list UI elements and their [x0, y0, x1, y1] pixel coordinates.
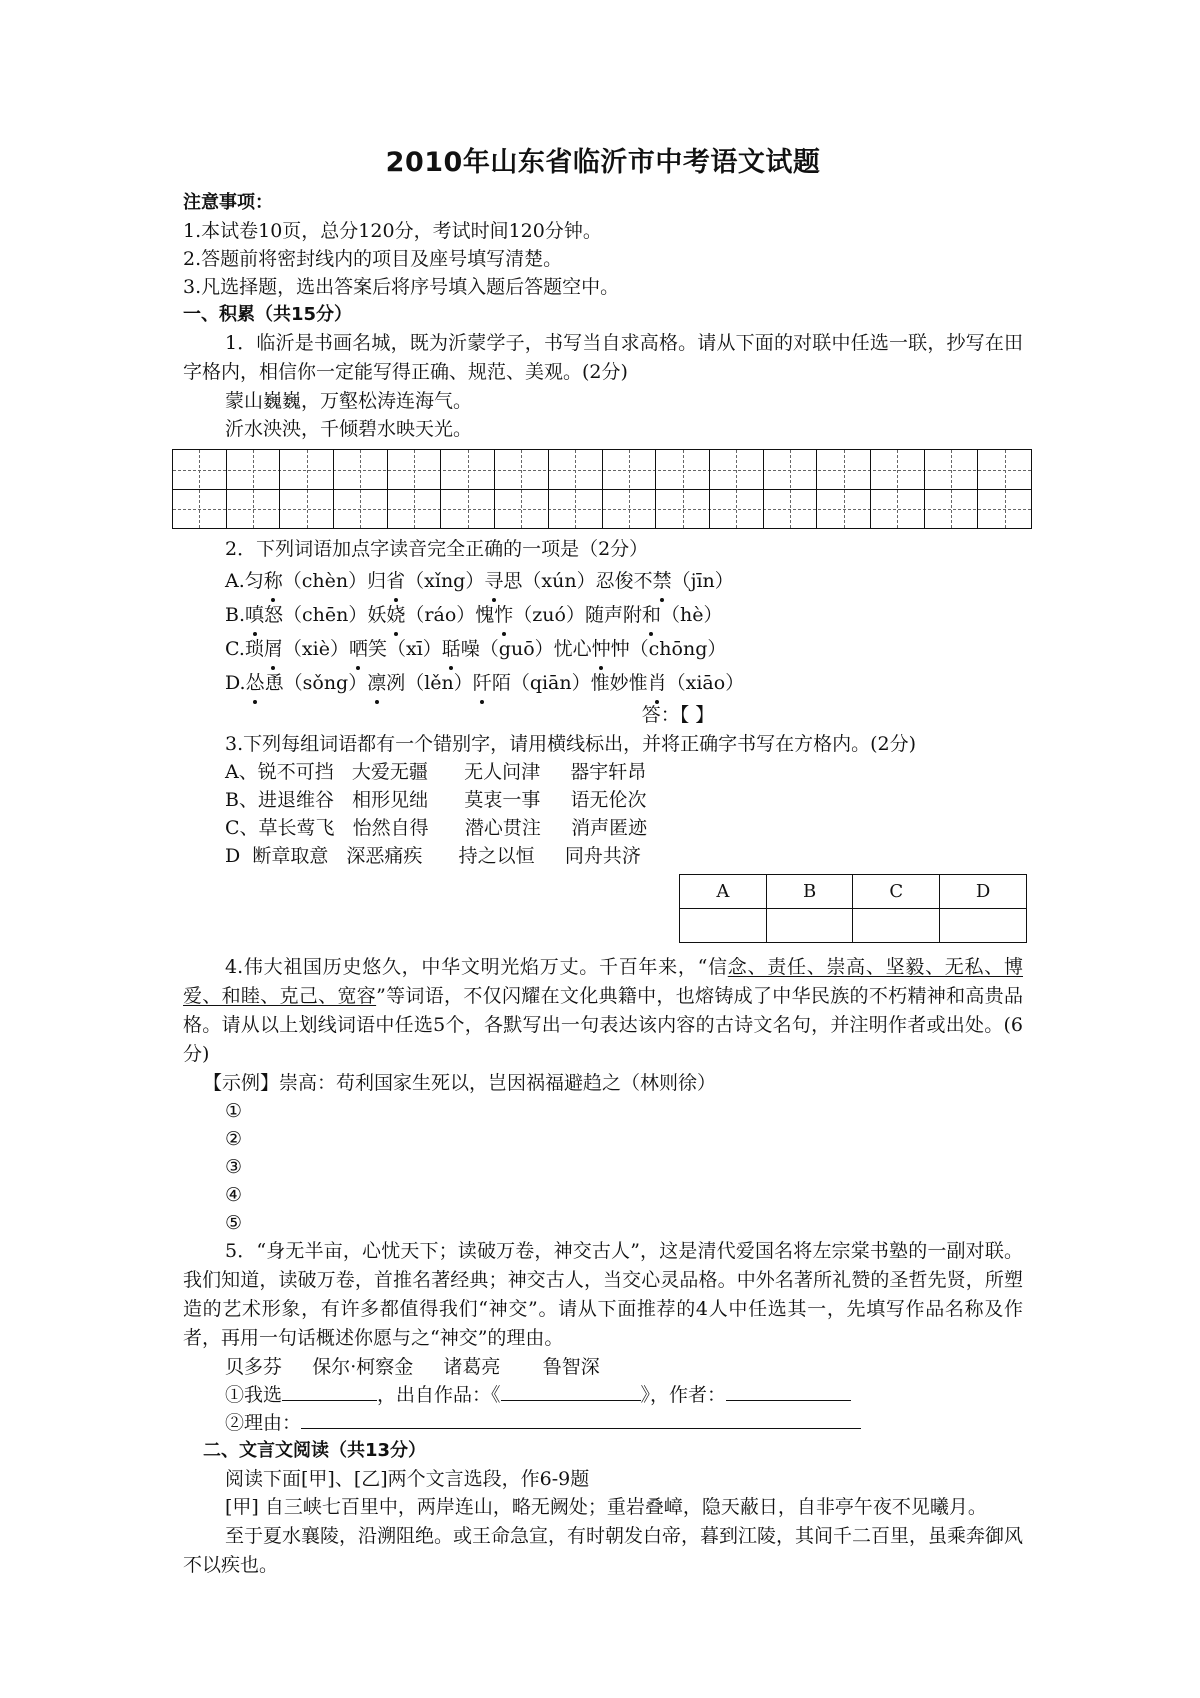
q5-fill1 — [183, 1381, 1023, 1409]
option-text: （xǐng） — [405, 570, 485, 592]
option-text: 冽（lěn） — [386, 672, 473, 694]
grid-cell[interactable] — [656, 450, 710, 528]
dotted-char: 省 — [386, 564, 405, 598]
q3-row: B、进退维谷 相形见绌 莫衷一事 语无伦次 — [225, 789, 647, 811]
table-header: A — [680, 875, 767, 909]
q3-answer-table — [679, 874, 1027, 943]
passage-paragraph: 至于夏水襄陵，沿溯阻绝。或王命急宣，有时朝发白帝，暮到江陵，其间千二百里，虽乘奔御风不以疾也。 — [183, 1525, 1024, 1576]
q5-people: 贝多芬 保尔·柯察金 诸葛亮 鲁智深 — [225, 1356, 600, 1378]
grid-cell[interactable] — [925, 450, 979, 528]
q4-blank[interactable]: ④ — [225, 1184, 243, 1206]
grid-cell[interactable] — [817, 450, 871, 528]
section1-heading: 一、积累（共15分） — [183, 304, 353, 325]
notice-item: 3.凡选择题，选出答案后将序号填入题后答题空中。 — [183, 276, 620, 298]
q5-fill-label: ，出自作品：《 — [377, 1384, 501, 1406]
option-text: 思（xún）忍俊不 — [503, 570, 653, 592]
q5-fill-label: ①我选 — [225, 1384, 283, 1406]
option-text: （ráo）愧 — [405, 604, 495, 626]
q4-underlined-words: 念、责任、崇高、坚毅、无私、博爱、和睦、克己、宽容 — [183, 956, 1023, 1007]
grid-cell[interactable] — [603, 450, 657, 528]
dotted-char: 娆 — [386, 598, 405, 632]
grid-cell[interactable] — [495, 450, 549, 528]
q5-author-blank[interactable] — [726, 1382, 851, 1401]
notice-item: 2.答题前将密封线内的项目及座号填写清楚。 — [183, 248, 563, 270]
passage-paragraph: [甲] 自三峡七百里中，两岸连山，略无阙处；重岩叠嶂，隐天蔽日，自非亭午夜不见曦月。 — [225, 1496, 987, 1518]
answer-cell[interactable] — [680, 909, 767, 943]
dotted-char: 和 — [642, 598, 661, 632]
q2-answer-box[interactable]: 答：【 】 — [641, 704, 715, 726]
q3-row: A、锐不可挡 大爱无疆 无人问津 器宇轩昂 — [225, 761, 647, 783]
q5-text: 5．“身无半亩，心忧天下；读破万卷，神交古人”，这是清代爱国名将左宗棠书塾的一副对联。我们知道，读破万卷，首推名著经典；神交古人，当交心灵品格。中外名著所礼赞的圣哲先贤，所塑造的艺术形象，有许多都值得我们“神交”。请从下面推荐的4人中任选其一，先填写作品名称及作者，再用一句话概述你愿与之“神交”的理由。 — [183, 1240, 1023, 1349]
grid-cell[interactable] — [280, 450, 334, 528]
dotted-char: 嗔 — [245, 598, 264, 632]
grid-cell[interactable] — [388, 450, 442, 528]
q5-choice-blank[interactable] — [282, 1382, 377, 1401]
option-text: C.琐 — [225, 638, 264, 660]
option-text: （jīn） — [671, 570, 734, 592]
q4-blank[interactable]: ③ — [225, 1156, 243, 1178]
option-text: B. — [225, 604, 246, 626]
q2-options — [183, 564, 1023, 700]
grid-cell[interactable] — [764, 450, 818, 528]
q5-reason-blank[interactable] — [301, 1410, 861, 1429]
grid-cell[interactable] — [871, 450, 925, 528]
grid-cell[interactable] — [173, 450, 227, 528]
dotted-char: 屑 — [264, 632, 283, 666]
option-text: 恿（sǒng） — [264, 672, 368, 694]
q4-text — [183, 953, 1023, 1069]
q5-fill-label: 》，作者： — [640, 1384, 727, 1406]
q4-blank[interactable]: ⑤ — [225, 1212, 243, 1234]
page-title: 2010年山东省临沂市中考语文试题 — [385, 147, 821, 178]
option-text: （xiāo） — [666, 672, 745, 694]
answer-cell[interactable] — [766, 909, 853, 943]
grid-cell[interactable] — [710, 450, 764, 528]
q2-option — [183, 598, 1023, 632]
q4-text-post: ”等词语，不仅闪耀在文化典籍中，也熔铸成了中华民族的不朽精神和高贵品格。请从以上划线词语中任选5个，各默写出一句表达该内容的古诗文名句，并注明作者或出处。(6分) — [183, 985, 1023, 1065]
dotted-char: 称 — [264, 564, 283, 598]
dotted-char: 肖 — [648, 666, 667, 700]
option-text: D. — [225, 672, 246, 694]
notice-heading: 注意事项： — [183, 192, 273, 213]
couplet-line: 沂水泱泱，千倾碧水映天光。 — [225, 418, 473, 440]
dotted-char: 凛 — [367, 666, 386, 700]
section2-heading: 二、文言文阅读（共13分） — [203, 1440, 427, 1461]
answer-cell[interactable] — [853, 909, 940, 943]
q5-fill2 — [183, 1409, 1023, 1437]
dotted-char: 阡 — [473, 666, 492, 700]
dotted-char: 怍 — [494, 598, 513, 632]
q5-fill-label: ②理由： — [225, 1412, 302, 1434]
q2-text: 2．下列词语加点字读音完全正确的一项是（2分） — [225, 538, 649, 560]
grid-cell[interactable] — [549, 450, 603, 528]
grid-cell[interactable] — [978, 450, 1031, 528]
q4-blank[interactable]: ① — [225, 1100, 243, 1122]
option-text: （chèn）归 — [282, 570, 387, 592]
dotted-char: 哂 — [349, 632, 368, 666]
exam-page — [183, 140, 1023, 1580]
option-text: （hè） — [660, 604, 723, 626]
option-text: （zuó）随声附 — [513, 604, 642, 626]
grid-cell[interactable] — [441, 450, 495, 528]
option-text: （xiè） — [282, 638, 349, 660]
q4-text-pre: 4.伟大祖国历史悠久，中华文明光焰万丈。千百年来，“信 — [225, 956, 728, 978]
q3-text: 3.下列每组词语都有一个错别字，请用横线标出，并将正确字书写在方格内。(2分) — [225, 733, 917, 755]
dotted-char: 怂 — [246, 666, 265, 700]
q3-row: D 断章取意 深恶痛疾 持之以恒 同舟共济 — [225, 845, 641, 867]
q5-work-blank[interactable] — [501, 1382, 641, 1401]
dotted-char: 聒 — [442, 632, 461, 666]
q4-blank[interactable]: ② — [225, 1128, 243, 1150]
dotted-char: 寻 — [484, 564, 503, 598]
grid-cell[interactable] — [334, 450, 388, 528]
q2-option — [183, 564, 1023, 598]
option-text: A.匀 — [225, 570, 264, 592]
q4-example: 【示例】崇高：苟利国家生死以，岂因祸福避趋之（林则徐） — [203, 1072, 717, 1094]
q2-option — [183, 632, 1023, 666]
notice-item: 1.本试卷10页，总分120分，考试时间120分钟。 — [183, 220, 602, 242]
option-text: 怒（chēn）妖 — [264, 604, 387, 626]
grid-cell[interactable] — [227, 450, 281, 528]
table-header: D — [940, 875, 1027, 909]
table-header: B — [766, 875, 853, 909]
tianzige-grid[interactable] — [172, 449, 1032, 529]
answer-cell[interactable] — [940, 909, 1027, 943]
q2-option — [183, 666, 1023, 700]
q3-row: C、草长莺飞 怡然自得 潜心贯注 消声匿迹 — [225, 817, 648, 839]
q1-text: 1．临沂是书画名城，既为沂蒙学子，书写当自求高格。请从下面的对联中任选一联，抄写在田字格内，相信你一定能写得正确、规范、美观。(2分) — [183, 332, 1023, 383]
section2-intro: 阅读下面[甲]、[乙]两个文言选段，作6-9题 — [225, 1468, 590, 1490]
couplet-line: 蒙山巍巍，万壑松涛连海气。 — [225, 390, 473, 412]
option-text: 陌（qiān）惟妙惟 — [491, 672, 648, 694]
dotted-char: 禁 — [653, 564, 672, 598]
option-text: 忡（chōng） — [610, 638, 727, 660]
option-text: 笑（xī） — [367, 638, 442, 660]
option-text: 噪（guō）忧心 — [460, 638, 592, 660]
table-header: C — [853, 875, 940, 909]
dotted-char: 忡 — [592, 632, 611, 666]
